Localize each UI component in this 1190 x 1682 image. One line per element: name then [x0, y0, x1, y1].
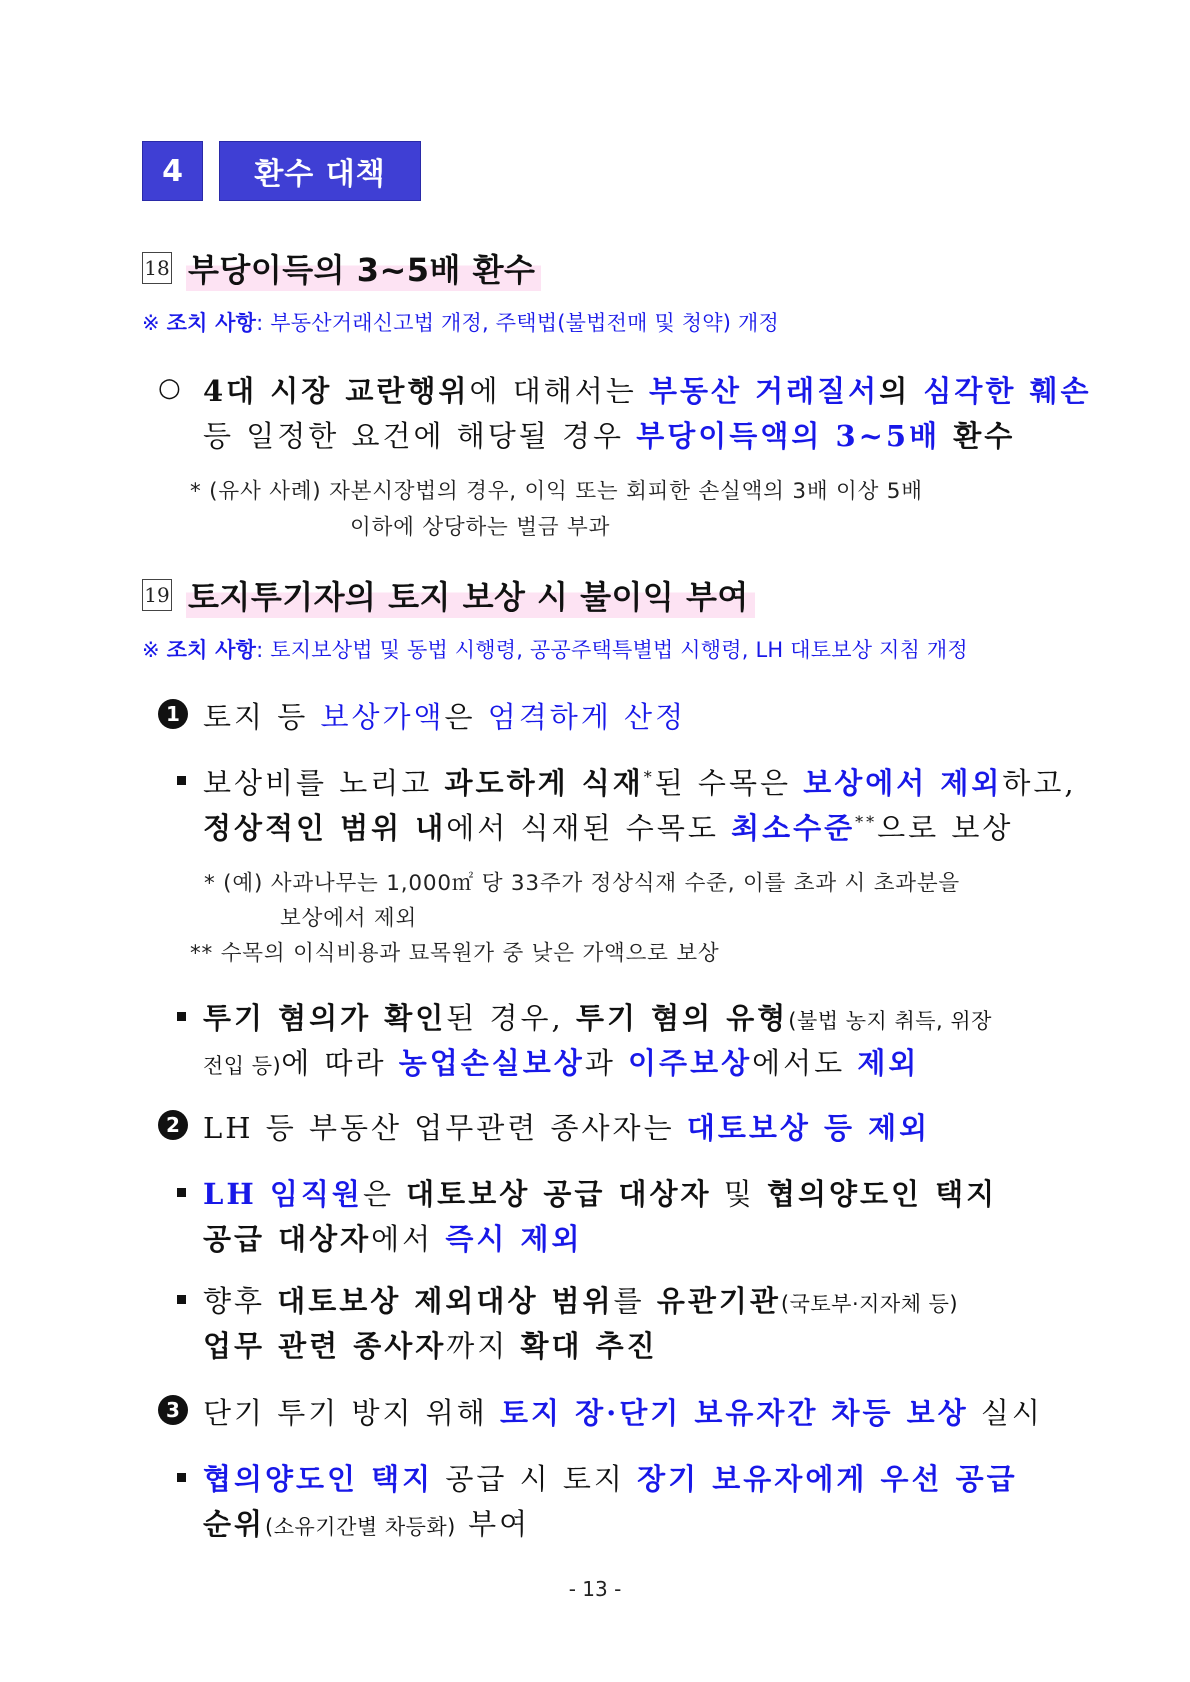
text-run: LH 임직원 — [203, 1177, 363, 1211]
text-run: 투기 혐의 유형 — [576, 1001, 789, 1035]
square-bullet-icon — [177, 776, 186, 785]
text-run: 에 대해서는 — [469, 374, 649, 408]
text-run: 부당이득액의 3~5배 — [636, 419, 941, 453]
item-19-measure-note — [142, 634, 968, 664]
text-run: 보상비를 노리고 — [203, 766, 445, 800]
text-run: 공급 시 토지 — [433, 1462, 638, 1496]
text-run: 엄격하게 산정 — [487, 700, 687, 734]
text-run: 으로 보상 — [877, 811, 1014, 845]
text-run: 부동산 거래질서 — [649, 374, 880, 408]
point-1-footnote-1: * (예) 사과나무는 1,000㎡ 당 33주가 정상식재 수준, 이를 초과 시 초과분을 — [204, 871, 961, 896]
text-run: 4대 시장 교란행위 — [203, 374, 470, 408]
text-run: 최소수준 — [731, 811, 856, 845]
item-18-measure-note — [142, 307, 779, 337]
item-18-heading — [142, 246, 541, 290]
text-run: 에서도 — [752, 1046, 858, 1080]
text-run: 등 일정한 요건에 해당될 경우 — [203, 419, 637, 453]
text-run: 단기 투기 방지 위해 — [203, 1396, 500, 1430]
text-run: * — [643, 767, 655, 787]
text-run: (불법 농지 취득, 위장 — [788, 1009, 992, 1033]
text-run: 향후 — [203, 1284, 278, 1318]
item-18-title: 부당이득의 3~5배 환수 — [186, 245, 541, 291]
text-run: ※ — [142, 638, 167, 662]
page-number: - 13 - — [568, 1577, 622, 1601]
number-1-circle-icon: 1 — [158, 699, 188, 729]
text-run: 제외 — [857, 1046, 920, 1080]
text-run: 투기 혐의가 확인 — [203, 1001, 447, 1035]
text-run: 정상적인 범위 내 — [203, 811, 447, 845]
number-2-circle-icon: 2 — [158, 1110, 188, 1140]
text-run: 된 수목은 — [654, 766, 804, 800]
text-run: 업무 관련 종사자 — [203, 1329, 447, 1363]
text-run: 유관기관 — [656, 1284, 781, 1318]
number-3-circle-icon: 3 — [158, 1395, 188, 1425]
point-1-heading — [203, 695, 686, 736]
text-run: 환수 — [940, 419, 1016, 453]
text-run: 심각한 훼손 — [923, 374, 1092, 408]
text-run: 대토보상 등 제외 — [686, 1111, 931, 1145]
text-run: 부여 — [455, 1507, 531, 1541]
text-run: 전입 등) — [203, 1054, 282, 1078]
text-run: 에서 — [371, 1222, 446, 1256]
point-3-heading — [203, 1391, 1043, 1432]
text-run: 조치 사항 — [166, 311, 257, 335]
text-run: 하고, — [1002, 766, 1077, 800]
square-bullet-icon — [177, 1012, 186, 1021]
text-run: 실시 — [968, 1396, 1043, 1430]
text-run: 은 — [444, 700, 488, 734]
circle-bullet-icon: ○ — [158, 373, 181, 403]
text-run: 장기 보유자에게 우선 공급 — [637, 1462, 1018, 1496]
item-18-bullet-line-1 — [203, 369, 1092, 410]
text-run: 까지 — [446, 1329, 521, 1363]
point-3-bullet-a-line-1 — [203, 1457, 1018, 1498]
text-run: 확대 추진 — [520, 1329, 658, 1363]
text-run: LH 등 부동산 업무관련 종사자는 — [203, 1111, 687, 1145]
text-run: (국토부·지자체 등) — [780, 1292, 959, 1316]
text-run: 즉시 제외 — [445, 1222, 583, 1256]
point-1-footnote-2: ** 수목의 이식비용과 묘목원가 중 낮은 가액으로 보상 — [190, 941, 720, 966]
item-18-footnote-line-2: 이하에 상당하는 벌금 부과 — [350, 515, 611, 540]
item-19-heading — [142, 573, 755, 617]
text-run: : 부동산거래신고법 개정, 주택법(불법전매 및 청약) 개정 — [256, 311, 780, 335]
point-1-bullet-a-line-1 — [203, 761, 1077, 802]
point-2-heading — [203, 1106, 930, 1147]
text-run: 에서 식재된 수목도 — [446, 811, 732, 845]
point-3-bullet-a-line-2 — [203, 1502, 530, 1543]
text-run: 과도하게 식재 — [444, 766, 644, 800]
text-run: 대토보상 제외대상 범위 — [277, 1284, 614, 1318]
point-1-bullet-a-line-2 — [203, 806, 1013, 847]
text-run: 조치 사항 — [166, 638, 257, 662]
text-run: 협의양도인 택지 — [203, 1462, 434, 1496]
section-title: 환수 대책 — [219, 141, 421, 201]
section-number: 4 — [142, 141, 203, 201]
text-run: 및 — [711, 1177, 767, 1211]
text-run: 를 — [613, 1284, 657, 1318]
text-run: 보상에서 제외 — [803, 766, 1003, 800]
text-run: (소유기간별 차등화) — [265, 1515, 456, 1539]
point-1-bullet-b-line-2 — [203, 1041, 919, 1082]
text-run: 은 — [362, 1177, 407, 1211]
square-bullet-icon — [177, 1188, 186, 1197]
item-number-box: 18 — [142, 252, 172, 284]
item-19-title: 토지투기자의 토지 보상 시 불이익 부여 — [186, 572, 755, 618]
text-run: 순위 — [203, 1507, 266, 1541]
text-run: 농업손실보상 — [398, 1046, 585, 1080]
item-18-footnote-line-1: * (유사 사례) 자본시장법의 경우, 이익 또는 회피한 손실액의 3배 이상 5배 — [190, 479, 923, 504]
text-run: ※ — [142, 311, 167, 335]
point-1-footnote-1-cont: 보상에서 제외 — [280, 906, 418, 931]
text-run: 협의양도인 택지 — [766, 1177, 998, 1211]
text-run: 공급 대상자 — [203, 1222, 372, 1256]
text-run: 토지 등 — [203, 700, 321, 734]
text-run: : 토지보상법 및 동법 시행령, 공공주택특별법 시행령, LH 대토보상 지침 개정 — [256, 638, 968, 662]
text-run: 과 — [584, 1046, 629, 1080]
text-run: 보상가액 — [320, 700, 445, 734]
square-bullet-icon — [177, 1295, 186, 1304]
text-run: 에 따라 — [281, 1046, 399, 1080]
item-number-box: 19 — [142, 579, 172, 611]
text-run: ** — [855, 812, 878, 832]
square-bullet-icon — [177, 1473, 186, 1482]
point-2-bullet-a-line-2 — [203, 1217, 583, 1258]
item-18-bullet-line-2 — [203, 414, 1015, 455]
text-run: 된 경우, — [446, 1001, 576, 1035]
text-run: 이주보상 — [628, 1046, 753, 1080]
point-2-bullet-b-line-1 — [203, 1279, 958, 1320]
point-2-bullet-a-line-1 — [203, 1172, 997, 1213]
text-run: 대토보상 공급 대상자 — [406, 1177, 712, 1211]
text-run: 토지 장·단기 보유자간 차등 보상 — [500, 1396, 969, 1430]
text-run: 의 — [879, 374, 924, 408]
point-1-bullet-b-line-1 — [203, 996, 992, 1037]
point-2-bullet-b-line-2 — [203, 1324, 658, 1365]
